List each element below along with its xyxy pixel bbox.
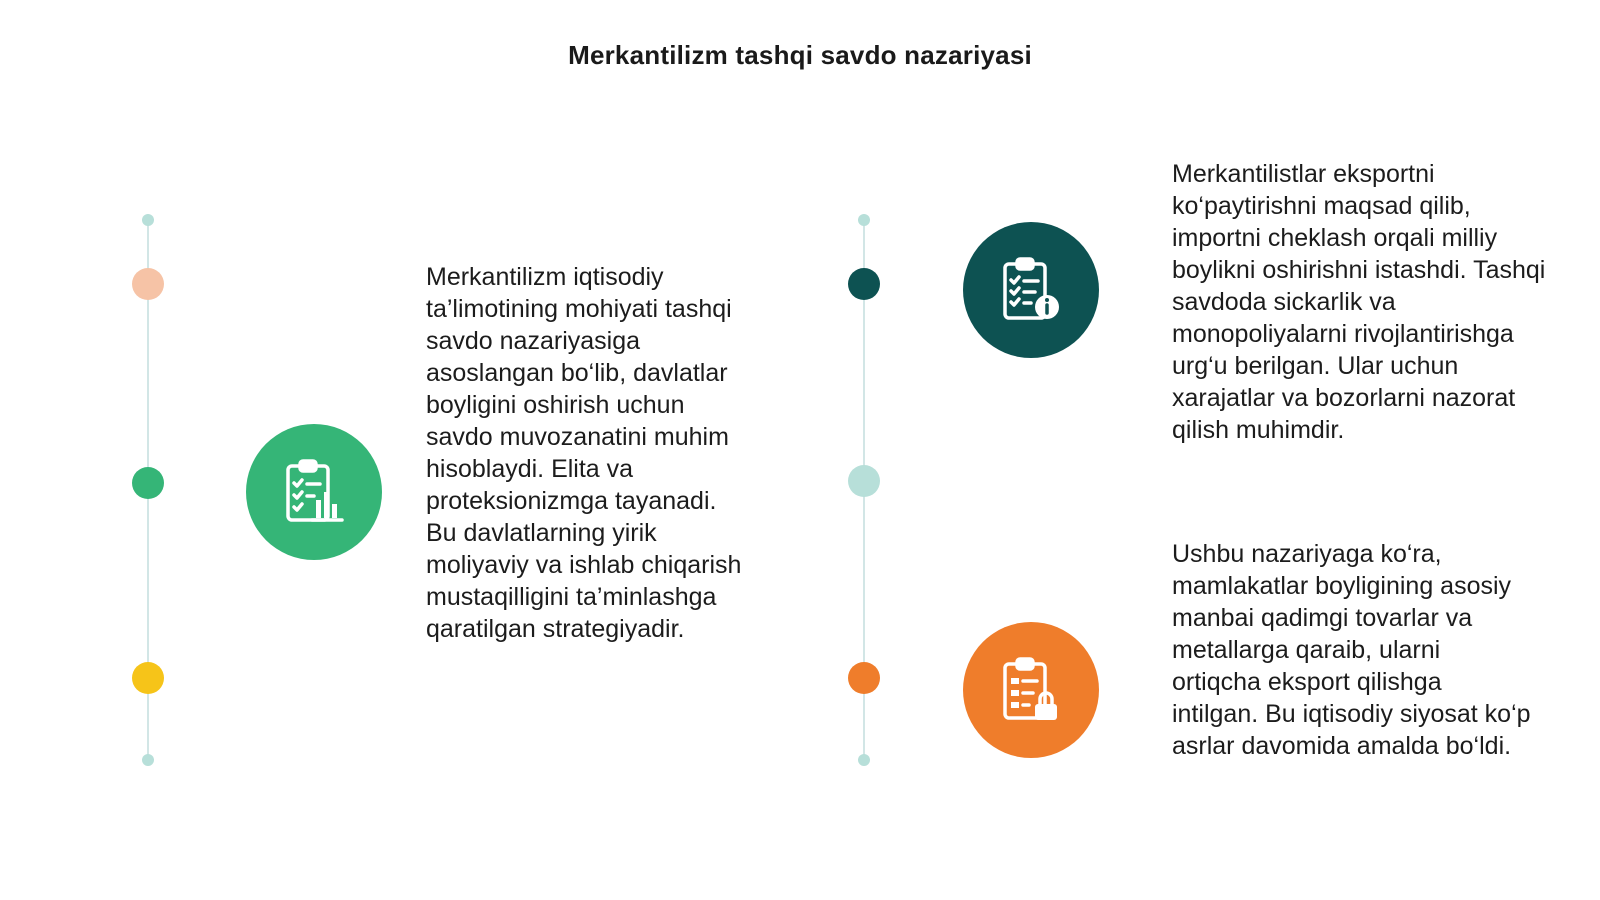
timeline-end-dot [858, 214, 870, 226]
timeline-end-dot [142, 214, 154, 226]
timeline-dot-orange [848, 662, 880, 694]
clipboard-chart-icon [246, 424, 382, 560]
timeline-dot-dark-teal [848, 268, 880, 300]
left-paragraph: Merkantilizm iqtisodiy ta’limotining mohiyati tashqi savdo nazariyasiga asoslangan bo‘lib, davlatlar boyligini oshirish uchun savdo muvozanatini muhim hisoblaydi. Elita va proteksionizmga tayanadi. Bu davlatlarning yirik moliyaviy va ishlab chiqarish mustaqilligini ta’minlashga qaratilgan strategiyadir. [426, 263, 742, 643]
clipboard-info-icon [963, 222, 1099, 358]
right-top-paragraph: Merkantilistlar eksportni ko‘paytirishni maqsad qilib, importni cheklash orqali milliy boylikni oshirishni istashdi. Tashqi savdoda sickarlik va monopoliyalarni rivojlantirishga urg‘u berilgan. Ular uchun xarajatlar va bozorlarni nazorat qilish muhimdir. [1172, 160, 1546, 444]
timeline-dot-yellow [132, 662, 164, 694]
timeline-dot-light-teal [848, 465, 880, 497]
timeline-end-dot [858, 754, 870, 766]
clipboard-lock-icon [963, 622, 1099, 758]
left-timeline [138, 210, 158, 770]
right-bottom-paragraph: Ushbu nazariyaga ko‘ra, mamlakatlar boyligining asosiy manbai qadimgi tovarlar va metallarga qaraib, ularni ortiqcha eksport qilishga intilgan. Bu iqtisodiy siyosat ko‘p asrlar davomida amalda bo‘ldi. [1172, 540, 1531, 760]
right-timeline [854, 210, 874, 770]
timeline-dot-peach [132, 268, 164, 300]
timeline-dot-green [132, 467, 164, 499]
page-title: Merkantilizm tashqi savdo nazariyasi [568, 40, 1032, 70]
timeline-end-dot [142, 754, 154, 766]
